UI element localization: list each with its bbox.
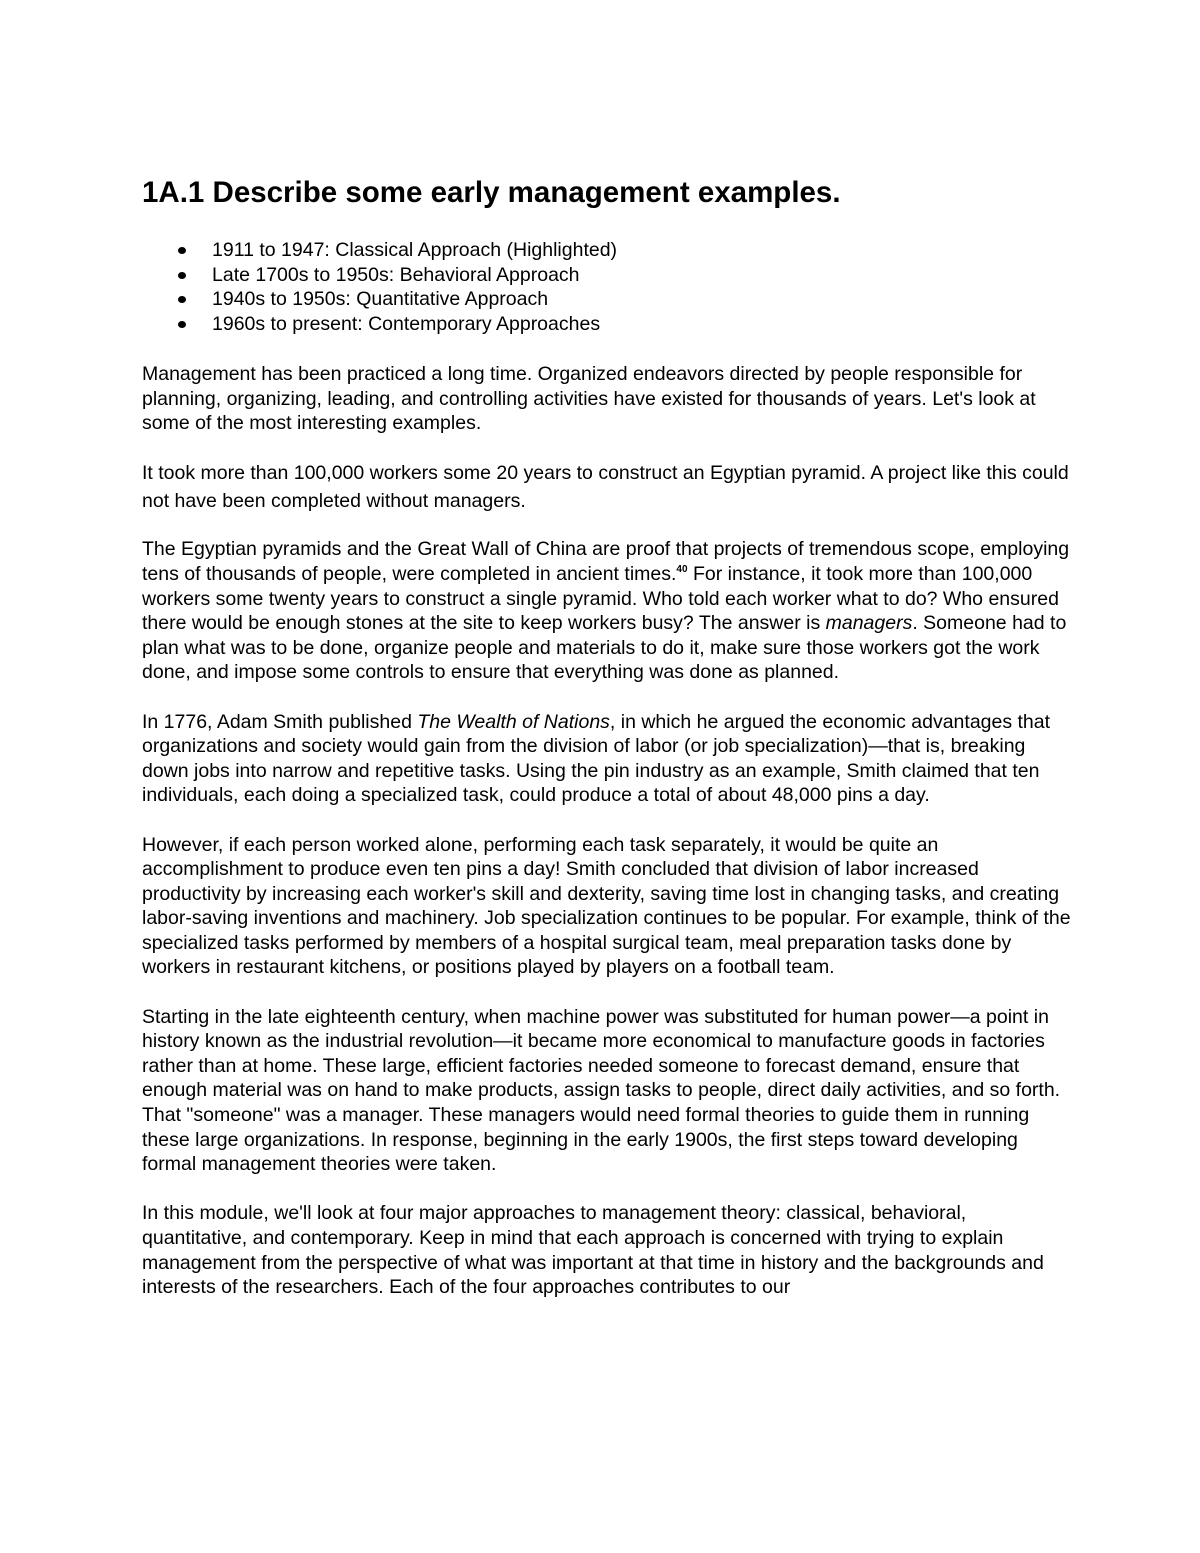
bullet-icon xyxy=(178,296,186,303)
book-title: The Wealth of Nations xyxy=(417,710,610,733)
paragraph-division-of-labor: However, if each person worked alone, performing each task separately, it would be quite an accomplishment to produce even ten pins a day! Smith concluded that division of labor increased productivity by increasing each worker's skill and dexterity, saving time lost in changing tasks, and creating labor-saving inventions and machinery. Job specialization continues to be popular. For example, think of the specialized tasks performed by members of a hospital surgical team, meal preparation tasks done by workers in restaurant kitchens, or positions played by players on a football team. xyxy=(142,833,1071,979)
paragraph-pyramid-summary: It took more than 100,000 workers some 20 years to construct an Egyptian pyramid. A project like this could not have been completed without managers. xyxy=(142,462,1069,512)
list-item: 1940s to 1950s: Quantitative Approach xyxy=(142,287,617,312)
approach-list xyxy=(142,238,617,337)
bullet-icon xyxy=(178,321,186,328)
paragraph-adam-smith: In 1776, Adam Smith published The Wealth of Nations, in which he argued the economic advantages that organizations and society would gain from the division of labor (or job specialization)—that is, breaking down jobs into narrow and repetitive tasks. Using the pin industry as an example, Smith claimed that ten individuals, each doing a specialized task, could produce a total of about 48,000 pins a day. xyxy=(142,710,1051,807)
body-text xyxy=(142,362,1072,1324)
bullet-icon xyxy=(178,272,186,279)
list-item: 1911 to 1947: Classical Approach (Highlighted) xyxy=(142,238,617,263)
footnote-marker: 40 xyxy=(676,563,688,575)
page-title: 1A.1 Describe some early management examples. xyxy=(142,176,841,209)
paragraph-intro: Management has been practiced a long time. Organized endeavors directed by people responsible for planning, organizing, leading, and controlling activities have existed for thousands of years. Let's look at some of the most interesting examples. xyxy=(142,363,1036,435)
list-item: 1960s to present: Contemporary Approaches xyxy=(142,312,617,337)
list-item: Late 1700s to 1950s: Behavioral Approach xyxy=(142,263,617,288)
paragraph-industrial-revolution: Starting in the late eighteenth century, when machine power was substituted for human power—a point in history known as the industrial revolution—it became more economical to manufacture goods in factories rather than at home. These large, efficient factories needed someone to forecast demand, ensure that enough material was on hand to make products, assign tasks to people, direct daily activities, and so forth. That "someone" was a manager. These managers would need formal theories to guide them in running these large organizations. In response, beginning in the early 1900s, the first steps toward developing formal management theories were taken. xyxy=(142,1005,1061,1176)
paragraph-pyramids: The Egyptian pyramids and the Great Wall of China are proof that projects of tremendous scope, employing tens of thousands of people, were completed in ancient times.$^{40}$ For instance, it took more than 100,000 workers some twenty years to construct a single pyramid. Who told each worker what to do? Who ensured there would be enough stones at the site to keep workers busy? The answer is managers. Someone had to plan what was to be done, organize people and materials to do it, make sure those workers got the work done, and impose some controls to ensure that everything was done as planned. xyxy=(142,538,1070,684)
bullet-icon xyxy=(178,247,186,254)
paragraph-module-overview: In this module, we'll look at four major approaches to management theory: classical, behavioral, quantitative, and contemporary. Keep in mind that each approach is concerned with trying to explain management from the perspective of what was important at that time in history and the backgrounds and interests of the researchers. Each of the four approaches contributes to our xyxy=(142,1202,1044,1299)
